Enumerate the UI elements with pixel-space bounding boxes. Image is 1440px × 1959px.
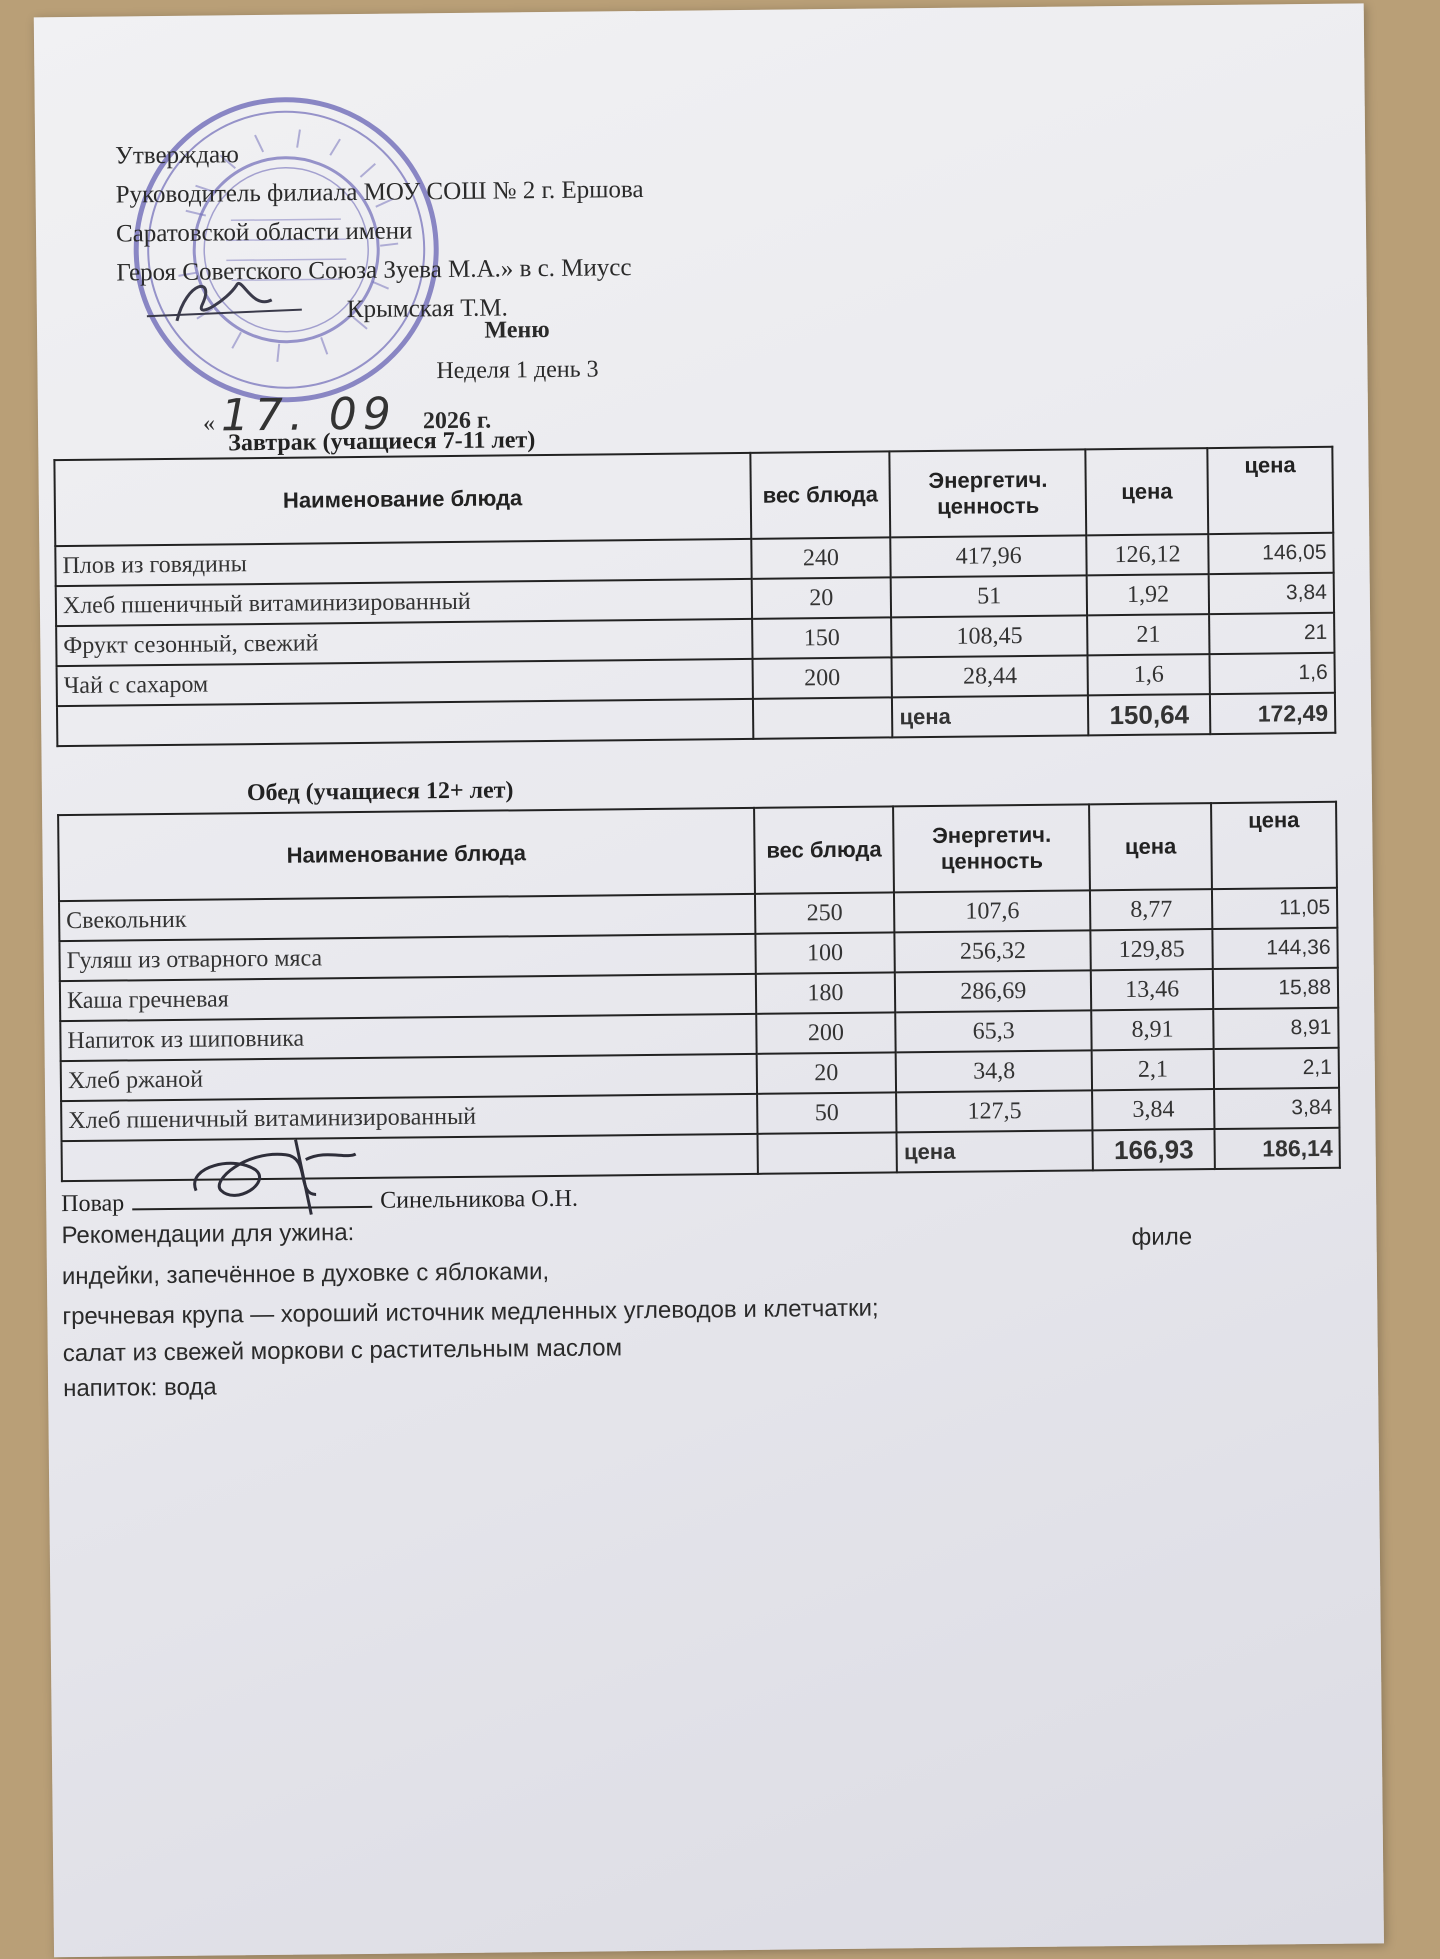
dish-price-2: 11,05 — [1212, 888, 1337, 929]
dinner-line: салат из свежей моркови с растительным маслом — [62, 1334, 623, 1368]
approval-honorific: Героя Советского Союза Зуева М.А.» в с. Миусс — [116, 254, 632, 287]
dinner-line: гречневая крупа — хороший источник медленных углеводов и клетчатки; — [62, 1294, 879, 1331]
date-quote: « — [202, 410, 216, 437]
empty-cell — [62, 1134, 758, 1181]
approval-position: Руководитель филиала МОУ СОШ № 2 г. Ершова — [115, 175, 644, 209]
date-handwritten: 17. 09 — [220, 388, 398, 442]
dish-price: 1,6 — [1088, 654, 1210, 695]
cook-name: Синельникова О.Н. — [380, 1185, 579, 1214]
column-header: цена — [1211, 802, 1337, 889]
dish-weight: 20 — [756, 1052, 896, 1093]
dish-price-2: 3,84 — [1209, 573, 1334, 614]
dish-price-2: 15,88 — [1213, 968, 1338, 1009]
dish-name: Чай с сахаром — [57, 659, 753, 706]
column-header: Наименование блюда — [54, 453, 750, 546]
total-price-2: 186,14 — [1215, 1128, 1340, 1169]
empty-cell — [757, 1132, 897, 1173]
dish-price-2: 8,91 — [1213, 1008, 1338, 1049]
total-label: цена — [892, 695, 1088, 737]
dish-name: Напиток из шиповника — [60, 1014, 756, 1061]
column-header: Наименование блюда — [58, 808, 754, 901]
dish-name: Хлеб ржаной — [61, 1054, 757, 1101]
table-header-row — [54, 447, 1333, 546]
dish-weight: 250 — [755, 892, 895, 933]
dinner-fillet: филе — [1131, 1223, 1193, 1251]
column-header: вес блюда — [754, 806, 895, 893]
dinner-line: напиток: вода — [62, 1373, 217, 1403]
column-header: вес блюда — [750, 451, 891, 538]
dinner-heading: Рекомендации для ужина: — [61, 1219, 355, 1250]
date-year: 2026 г. — [422, 407, 492, 435]
breakfast-table — [53, 446, 1336, 747]
dish-name: Свекольник — [59, 894, 755, 941]
dish-name: Хлеб пшеничный витаминизированный — [56, 579, 752, 626]
column-header: Энергетич. ценность — [890, 449, 1087, 537]
approval-label: Утверждаю — [115, 141, 240, 170]
week-day: Неделя 1 день 3 — [436, 356, 599, 385]
dish-weight: 240 — [751, 537, 891, 578]
total-price: 150,64 — [1088, 694, 1210, 735]
breakfast-title: Завтрак (учащиеся 7-11 лет) — [228, 427, 536, 457]
dish-price: 126,12 — [1086, 534, 1208, 575]
table-header-row — [58, 802, 1337, 901]
dish-price: 1,92 — [1087, 574, 1209, 615]
empty-cell — [752, 697, 892, 738]
dish-price: 21 — [1087, 614, 1209, 655]
dish-price: 2,1 — [1092, 1049, 1214, 1090]
dish-price-2: 21 — [1209, 613, 1334, 654]
dish-price-2: 3,84 — [1214, 1088, 1339, 1129]
dish-price: 8,91 — [1091, 1009, 1213, 1050]
column-header: Энергетич. ценность — [893, 804, 1090, 892]
approval-signatory: Крымская Т.М. — [346, 294, 508, 324]
dish-energy: 256,32 — [895, 930, 1091, 972]
total-label: цена — [897, 1130, 1093, 1172]
menu-sheet — [34, 3, 1384, 1957]
dish-weight: 100 — [755, 932, 895, 973]
dish-energy: 286,69 — [895, 970, 1091, 1012]
dish-weight: 200 — [756, 1012, 896, 1053]
dish-energy: 65,3 — [896, 1010, 1092, 1052]
dish-energy: 34,8 — [896, 1050, 1092, 1092]
dish-name: Фрукт сезонный, свежий — [56, 619, 752, 666]
dish-energy: 108,45 — [891, 615, 1087, 657]
dish-price-2: 2,1 — [1214, 1048, 1339, 1089]
approval-region: Саратовской области имени — [115, 217, 413, 248]
dish-energy: 28,44 — [892, 655, 1088, 697]
dish-price-2: 144,36 — [1212, 928, 1337, 969]
dish-weight: 150 — [752, 617, 892, 658]
dish-weight: 20 — [751, 577, 891, 618]
dish-price: 13,46 — [1091, 969, 1213, 1010]
menu-title: Меню — [484, 316, 550, 344]
dish-price-2: 1,6 — [1210, 653, 1335, 694]
dish-energy: 107,6 — [894, 890, 1090, 932]
total-price-2: 172,49 — [1210, 693, 1335, 734]
dish-price: 8,77 — [1090, 889, 1212, 930]
dish-energy: 417,96 — [891, 535, 1087, 577]
dish-name: Гуляш из отварного мяса — [59, 934, 755, 981]
column-header: цена — [1089, 803, 1212, 890]
column-header: цена — [1207, 447, 1333, 534]
cook-label: Повар — [61, 1190, 125, 1218]
dish-weight: 50 — [757, 1092, 897, 1133]
lunch-table — [57, 801, 1341, 1182]
cook-signature-icon — [175, 1134, 366, 1221]
dish-price-2: 146,05 — [1208, 533, 1333, 574]
dish-price: 3,84 — [1092, 1089, 1214, 1130]
dish-name: Хлеб пшеничный витаминизированный — [61, 1094, 757, 1141]
dish-weight: 200 — [752, 657, 892, 698]
lunch-title: Обед (учащиеся 12+ лет) — [246, 777, 514, 807]
column-header: цена — [1086, 448, 1209, 535]
dinner-line: индейки, запечённое в духовке с яблоками, — [61, 1258, 550, 1291]
dish-name: Каша гречневая — [60, 974, 756, 1021]
dish-energy: 51 — [891, 575, 1087, 617]
empty-cell — [57, 699, 753, 746]
dish-price: 129,85 — [1091, 929, 1213, 970]
total-price: 166,93 — [1093, 1129, 1215, 1170]
dish-energy: 127,5 — [896, 1090, 1092, 1132]
dish-name: Плов из говядины — [55, 539, 751, 586]
dish-weight: 180 — [755, 972, 895, 1013]
